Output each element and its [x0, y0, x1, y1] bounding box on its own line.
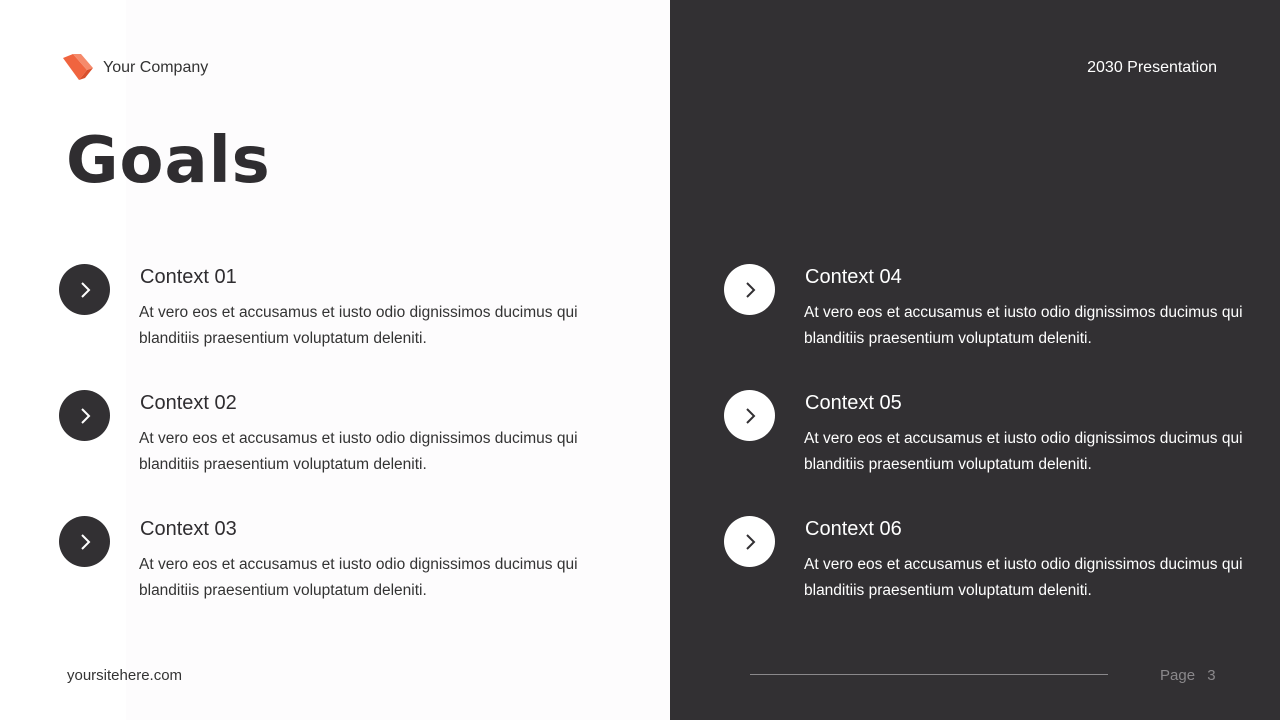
page-title: Goals — [66, 124, 271, 198]
goal-description: At vero eos et accusamus et iusto odio dignissimos ducimus qui blanditiis praesentium voluptatum deleniti. — [804, 430, 1243, 473]
left-strip — [0, 0, 126, 720]
website-link[interactable]: yoursitehere.com — [67, 667, 183, 684]
goal-description: At vero eos et accusamus et iusto odio dignissimos ducimus qui blanditiis praesentium voluptatum deleniti. — [139, 556, 578, 599]
company-logo-icon — [63, 54, 93, 82]
goal-description: At vero eos et accusamus et iusto odio dignissimos ducimus qui blanditiis praesentium voluptatum deleniti. — [139, 430, 578, 473]
page-number: 3 — [1207, 667, 1216, 684]
goal-title: Context 05 — [805, 392, 902, 414]
footer-divider — [750, 674, 1108, 675]
chevron-right-icon — [724, 264, 775, 315]
company-name: Your Company — [103, 59, 209, 76]
goal-description: At vero eos et accusamus et iusto odio dignissimos ducimus qui blanditiis praesentium voluptatum deleniti. — [804, 304, 1243, 347]
presentation-title: 2030 Presentation — [1087, 59, 1217, 76]
goal-title: Context 06 — [805, 518, 902, 540]
chevron-right-icon — [59, 390, 110, 441]
goal-title: Context 03 — [140, 518, 237, 540]
right-panel — [670, 0, 1280, 720]
chevron-right-icon — [724, 390, 775, 441]
goal-title: Context 01 — [140, 266, 237, 288]
page-label: Page — [1160, 667, 1196, 684]
goal-title: Context 04 — [805, 266, 902, 288]
chevron-right-icon — [724, 516, 775, 567]
goal-title: Context 02 — [140, 392, 237, 414]
chevron-right-icon — [59, 516, 110, 567]
page-indicator — [1160, 667, 1216, 684]
goal-description: At vero eos et accusamus et iusto odio dignissimos ducimus qui blanditiis praesentium voluptatum deleniti. — [804, 556, 1243, 599]
goal-description: At vero eos et accusamus et iusto odio dignissimos ducimus qui blanditiis praesentium voluptatum deleniti. — [139, 304, 578, 347]
chevron-right-icon — [59, 264, 110, 315]
